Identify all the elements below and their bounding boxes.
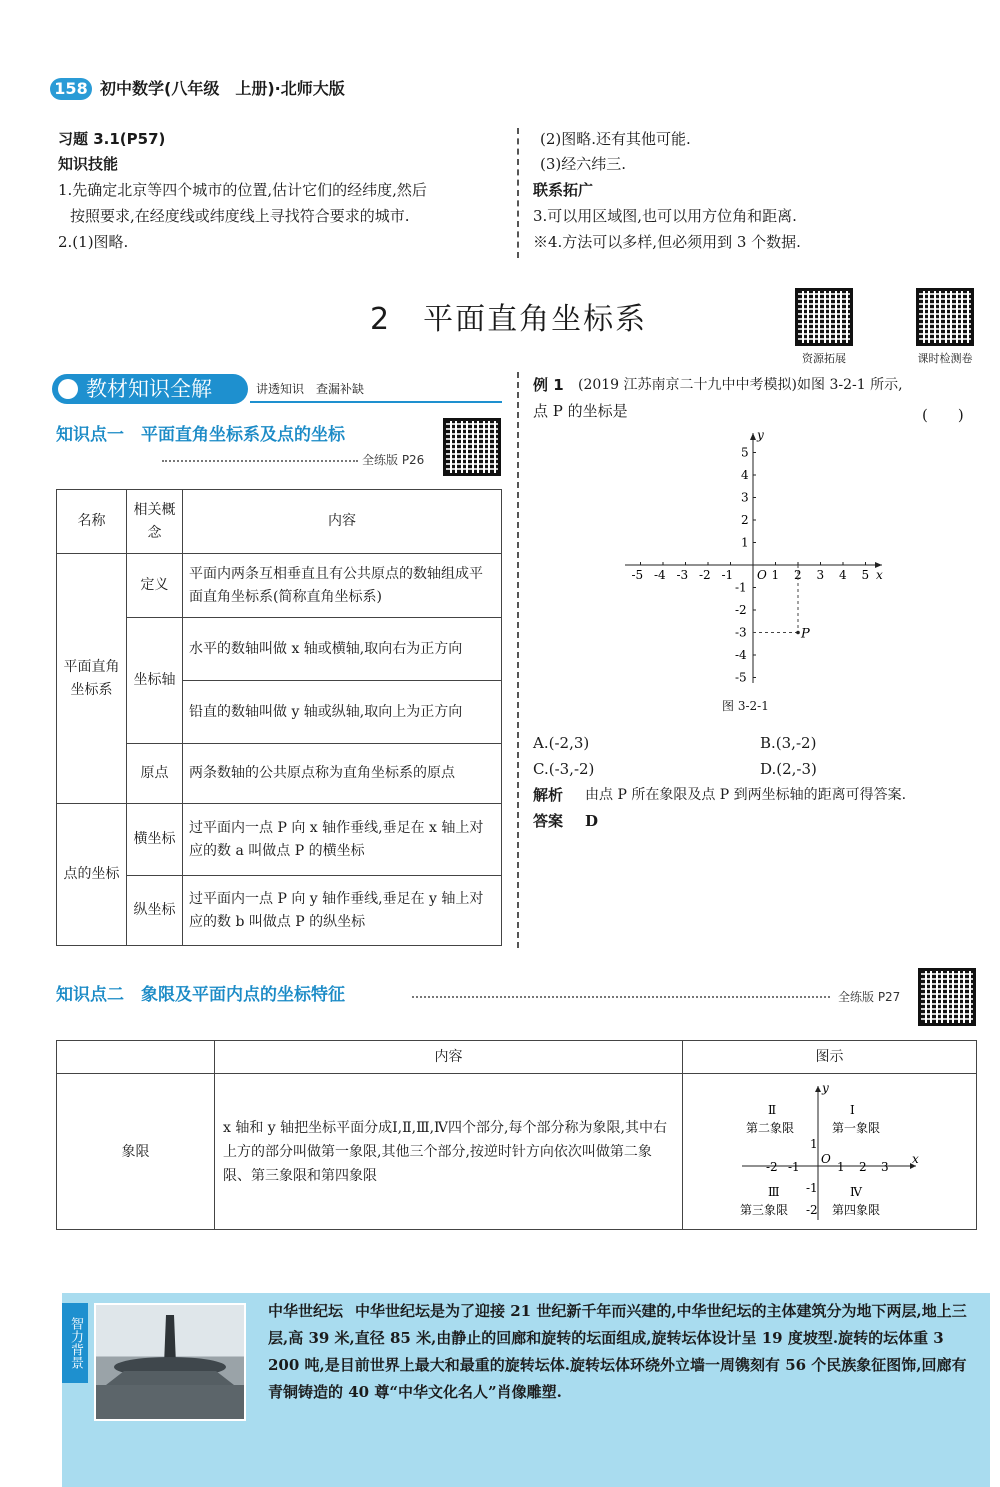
exercise-right-2: (3)经六纬三.	[540, 155, 627, 173]
q1-label: 第一象限	[831, 1120, 880, 1135]
qr-code-icon[interactable]	[795, 288, 853, 346]
q4-label: 第四象限	[831, 1202, 880, 1217]
th-name: 名称	[57, 490, 127, 554]
content-ordinate: 过平面内一点 P 向 y 轴作垂线,垂足在 y 轴上对应的数 b 叫做点 P 的纵坐标	[183, 876, 502, 946]
point-p	[796, 631, 800, 635]
x-tick-label: -4	[654, 568, 666, 582]
q2-number: Ⅱ	[767, 1102, 776, 1117]
exercise-line-3: 2.(1)图略.	[58, 233, 129, 251]
th-figure: 图示	[683, 1041, 977, 1074]
y-tick-label: 1	[741, 535, 749, 550]
group-coordinate-system: 平面直角坐标系	[57, 554, 127, 804]
kp2-ref: 全练版 P27	[838, 990, 901, 1004]
example-label: 例 1	[533, 376, 564, 394]
y-axis-label: y	[757, 428, 764, 442]
x-tick-label: 2	[794, 568, 802, 582]
analysis-text: 由点 P 所在象限及点 P 到两坐标轴的距离可得答案.	[585, 787, 907, 803]
info-tab: 智力背景	[62, 1303, 88, 1383]
column-divider-top	[517, 128, 519, 258]
y-tick-label: -2	[735, 603, 747, 617]
concept-abscissa: 横坐标	[127, 804, 183, 876]
x-tick-label: 2	[858, 1159, 867, 1174]
y-tick-label: -2	[805, 1202, 818, 1217]
kp2-table	[56, 1040, 977, 1230]
example-text: (2019 江苏南京二十九中中考模拟)如图 3-2-1 所示,	[578, 377, 903, 393]
kp1-title: 知识点一 平面直角坐标系及点的坐标	[56, 425, 345, 445]
x-tick-label: -1	[721, 568, 734, 582]
option-c: C.(-3,-2)	[533, 760, 595, 778]
dotted-leader	[412, 996, 830, 998]
century-altar-photo	[94, 1303, 246, 1421]
option-d: D.(2,-3)	[760, 760, 817, 778]
x-tick-label: -3	[676, 568, 689, 582]
x-tick-label: 3	[880, 1159, 889, 1174]
y-tick-label: -3	[735, 625, 747, 640]
concept-origin: 原点	[127, 744, 183, 804]
quadrant-figure-cell	[683, 1074, 977, 1230]
x-tick-label: 5	[861, 568, 870, 582]
exercise-line-2: 按照要求,在经度线或纬度线上寻找符合要求的城市.	[70, 207, 410, 225]
info-body: 中华世纪坛是为了迎接 21 世纪新千年而兴建的,中华世纪坛的主体建筑分为地下两层,地上三层,高 39 米,直径 85 米,由静止的回廊和旋转的坛面组成,旋转坛体设计呈 19 度坡型.旋转的坛体重 3 200 吨,是目前世界上最大和最重的旋转坛体.旋转坛体环绕外立墙一周镌刻有 56 个民族象征图饰,回廊有青铜铸造的 40 尊“中华文化名人”肖像雕塑.	[268, 1302, 967, 1401]
figure-caption: 图 3-2-1	[722, 699, 769, 713]
exercise-title: 习题 3.1(P57)	[58, 130, 166, 148]
dotted-leader	[162, 460, 358, 462]
content-y-axis: 铅直的数轴叫做 y 轴或纵轴,取向上为正方向	[183, 681, 502, 744]
exercise-right-1: (2)图略.还有其他可能.	[540, 130, 691, 148]
row-quadrant: 象限	[57, 1074, 215, 1230]
qr-code-icon[interactable]	[918, 968, 976, 1026]
concept-definition: 定义	[127, 554, 183, 618]
section-title: 2 平面直角坐标系	[370, 302, 648, 337]
exercise-line-1: 1.先确定北京等四个城市的位置,估计它们的经纬度,然后	[58, 181, 427, 199]
th-blank	[57, 1041, 215, 1074]
answer-label: 答案	[533, 812, 564, 830]
kp1-ref: 全练版 P26	[362, 453, 425, 467]
bulb-icon	[58, 379, 78, 399]
y-tick-label: 4	[741, 468, 749, 482]
info-title: 中华世纪坛	[268, 1302, 344, 1320]
content-abscissa: 过平面内一点 P 向 x 轴作垂线,垂足在 x 轴上对应的数 a 叫做点 P 的横坐标	[183, 804, 502, 876]
th-content: 内容	[215, 1041, 683, 1074]
group-point-coordinate: 点的坐标	[57, 804, 127, 946]
x-tick-label: 1	[771, 568, 780, 582]
example-text-2: 点 P 的坐标是	[533, 402, 628, 420]
info-text	[268, 1298, 978, 1406]
banner-subtitle: 讲透知识 查漏补缺	[256, 382, 365, 396]
quadrant-content: x 轴和 y 轴把坐标平面分成Ⅰ,Ⅱ,Ⅲ,Ⅳ四个部分,每个部分称为象限,其中右上方的部分叫做第一象限,其他三个部分,按逆时针方向依次叫做第二象限、第三象限和第四象限	[215, 1074, 683, 1230]
kp1-table	[56, 489, 502, 946]
y-axis-arrow	[750, 433, 756, 440]
qr-code-icon[interactable]	[916, 288, 974, 346]
kp2-title: 知识点二 象限及平面内点的坐标特征	[56, 985, 345, 1005]
option-b: B.(3,-2)	[760, 734, 817, 752]
q3-label: 第三象限	[739, 1202, 788, 1217]
x-tick-label: -2	[699, 568, 711, 582]
y-tick-label: 1	[809, 1136, 818, 1151]
q4-number: Ⅳ	[849, 1184, 862, 1199]
y-tick-label: 5	[741, 445, 749, 460]
point-p-label: P	[801, 626, 810, 642]
option-a: A.(-2,3)	[533, 734, 590, 752]
content-x-axis: 水平的数轴叫做 x 轴或横轴,取向右为正方向	[183, 618, 502, 681]
page-number: 158	[50, 78, 92, 100]
x-axis-label: x	[911, 1151, 919, 1166]
y-tick-label: -1	[735, 580, 747, 595]
exercise-right-4: ※4.方法可以多样,但必须用到 3 个数据.	[533, 233, 801, 251]
concept-axis: 坐标轴	[127, 618, 183, 744]
knowledge-banner: 教材知识全解	[52, 374, 248, 404]
x-tick-label: -2	[765, 1159, 778, 1174]
banner-underline	[250, 401, 502, 403]
y-tick-label: 3	[741, 490, 749, 505]
analysis-label: 解析	[533, 786, 564, 804]
exercise-right-3: 3.可以用区域图,也可以用方位角和距离.	[533, 207, 797, 225]
qr-code-icon[interactable]	[443, 418, 501, 476]
answer-value: D	[585, 812, 599, 830]
x-tick-label: -1	[787, 1159, 800, 1174]
x-tick-label: 1	[836, 1159, 845, 1174]
answer-bracket: ( )	[922, 406, 964, 424]
coordinate-graph	[620, 425, 890, 690]
qr-label-resources: 资源拓展	[802, 352, 846, 365]
q1-number: Ⅰ	[849, 1102, 855, 1117]
th-related: 相关概念	[127, 490, 183, 554]
quadrant-diagram	[740, 1082, 920, 1222]
x-axis-label: x	[876, 568, 883, 582]
content-origin: 两条数轴的公共原点称为直角坐标系的原点	[183, 744, 502, 804]
origin-label: O	[820, 1151, 831, 1166]
y-axis-label: y	[821, 1081, 829, 1095]
x-tick-label: 4	[839, 568, 847, 582]
column-divider-mid	[517, 372, 519, 948]
y-tick-label: 2	[741, 513, 749, 527]
concept-ordinate: 纵坐标	[127, 876, 183, 946]
q3-number: Ⅲ	[767, 1184, 780, 1199]
content-definition: 平面内两条互相垂直且有公共原点的数轴组成平面直角坐标系(简称直角坐标系)	[183, 554, 502, 618]
ext-label: 联系拓广	[533, 181, 594, 199]
q2-label: 第二象限	[745, 1120, 794, 1135]
th-content: 内容	[183, 490, 502, 554]
monument-image	[96, 1305, 244, 1419]
x-tick-label: -5	[631, 568, 644, 582]
skills-label: 知识技能	[58, 155, 119, 173]
x-tick-label: 3	[816, 568, 825, 582]
qr-label-quiz: 课时检测卷	[917, 352, 973, 365]
origin-label: O	[757, 568, 767, 582]
y-tick-label: -5	[735, 670, 747, 685]
header-title: 初中数学(八年级 上册)·北师大版	[100, 79, 345, 98]
y-axis-arrow	[815, 1086, 821, 1092]
y-tick-label: -4	[735, 648, 747, 662]
y-tick-label: -1	[805, 1180, 818, 1195]
